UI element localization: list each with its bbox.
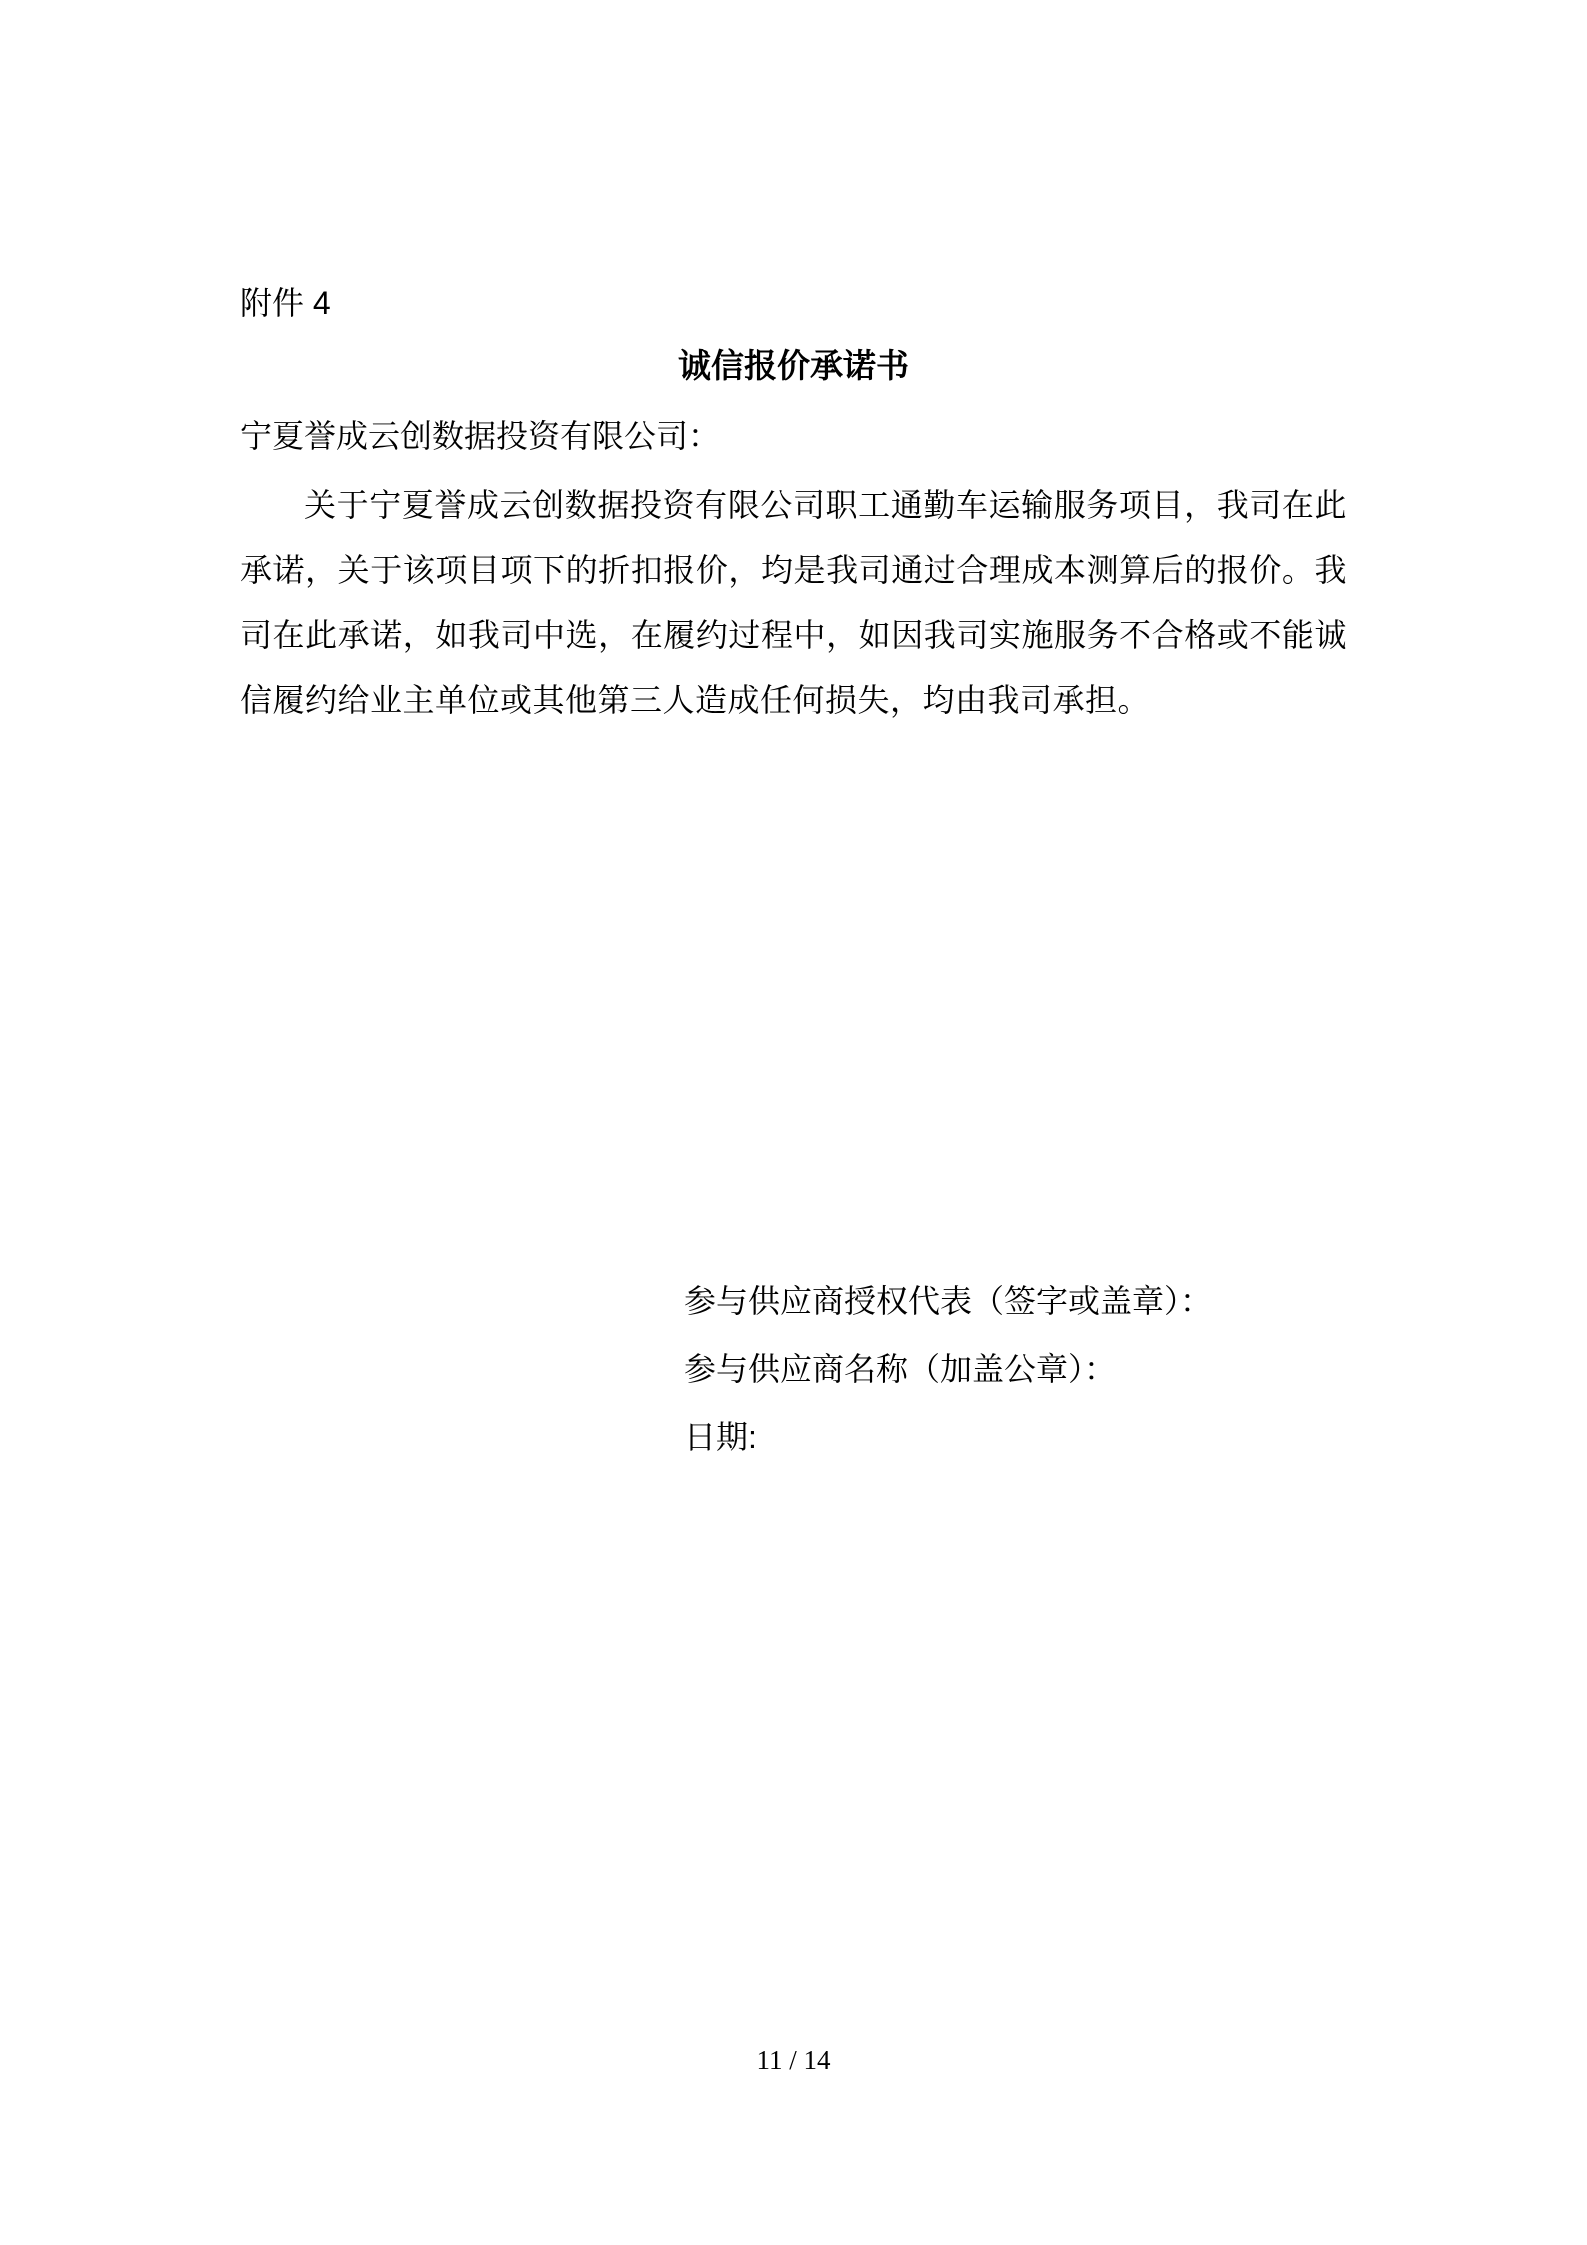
signature-representative-line: 参与供应商授权代表（签字或盖章）： xyxy=(684,1283,1213,1319)
commitment-body-paragraph: 关于宁夏誉成云创数据投资有限公司职工通勤车运输服务项目，我司在此承诺，关于该项目项下的折扣报价，均是我司通过合理成本测算后的报价。我司在此承诺，如我司中选，在履约过程中，如因我司实施服务不合格或不能诚信履约给业主单位或其他第三人造成任何损失，均由我司承担。 xyxy=(240,487,1347,718)
signature-block xyxy=(684,1267,1212,1471)
salutation-line: 宁夏誉成云创数据投资有限公司： xyxy=(240,418,721,454)
attachment-label: 附件 4 xyxy=(240,285,331,321)
signature-date-line: 日期: xyxy=(684,1419,757,1455)
signature-supplier-name-line: 参与供应商名称（加盖公章）： xyxy=(684,1351,1117,1387)
page-number: 11 / 14 xyxy=(756,2045,831,2075)
document-title: 诚信报价承诺书 xyxy=(678,347,909,384)
